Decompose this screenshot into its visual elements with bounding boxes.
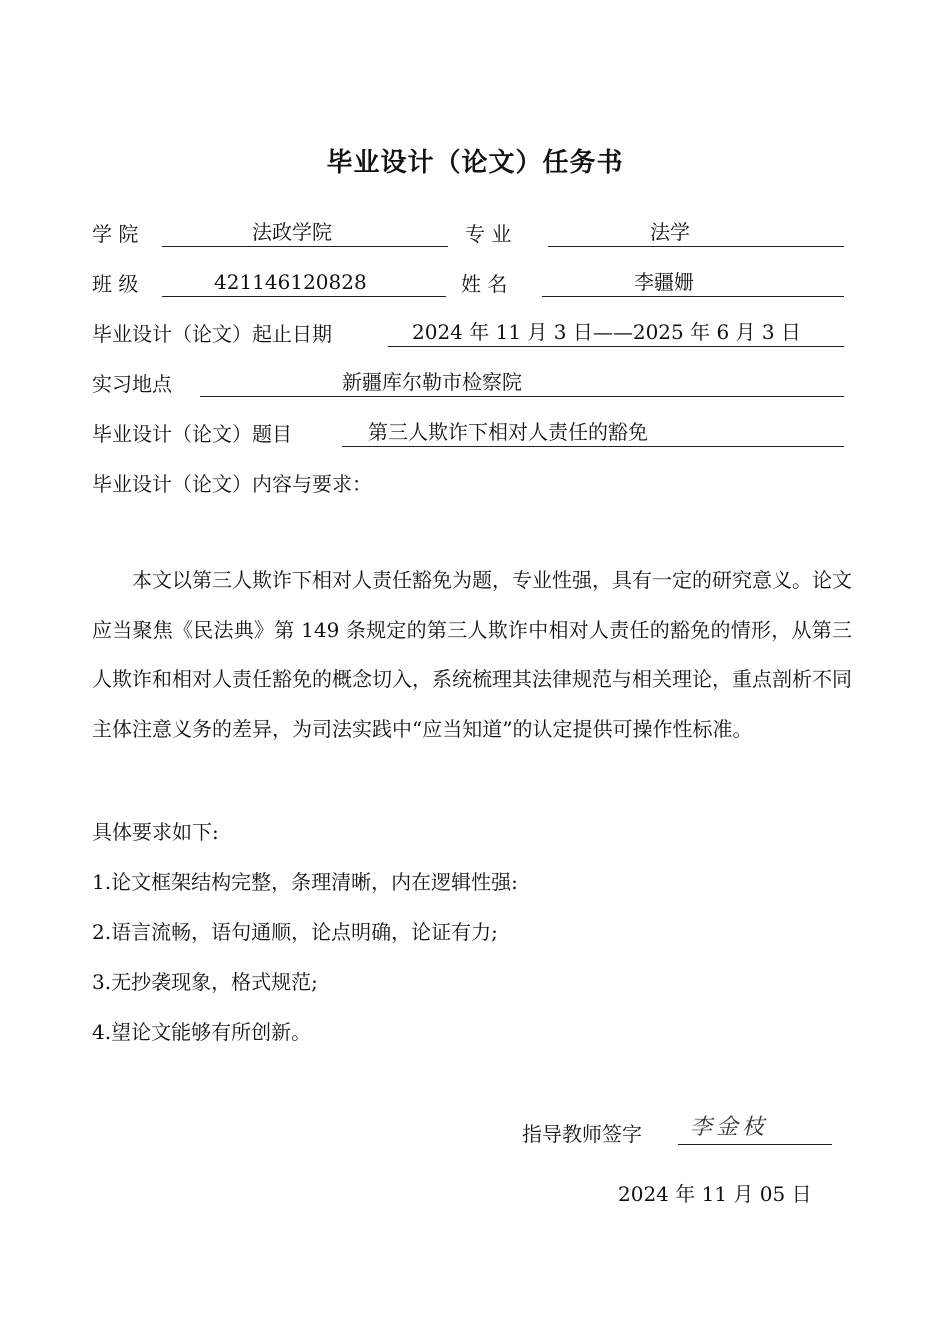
page-title: 毕业设计（论文）任务书 (326, 148, 624, 178)
internship-value: 新疆库尔勒市检察院 (342, 370, 522, 394)
topic-label: 毕业设计（论文）题目 (92, 422, 292, 446)
topic-value: 第三人欺诈下相对人责任的豁免 (368, 420, 648, 444)
requirement-item: 1.论文框架结构完整，条理清晰，内在逻辑性强: (92, 870, 518, 894)
signature-label: 指导教师签字 (522, 1122, 642, 1146)
signature-date: 2024 年 11 月 05 日 (618, 1182, 812, 1206)
major-field (548, 218, 844, 247)
content-label: 毕业设计（论文）内容与要求： (92, 472, 372, 496)
major-value: 法学 (650, 220, 690, 244)
signature-line (678, 1114, 832, 1145)
internship-label: 实习地点 (92, 372, 172, 396)
requirement-item: 2.语言流畅，语句通顺，论点明确，论证有力; (92, 920, 498, 944)
name-value: 李疆姗 (634, 270, 694, 294)
body-paragraph: 本文以第三人欺诈下相对人责任豁免为题，专业性强，具有一定的研究意义。论文应当聚焦《民法典》第 149 条规定的第三人欺诈中相对人责任的豁免的情形，从第三人欺诈和相对人责任豁免的概念切入，系统梳理其法律规范与相关理论，重点剖析不同主体注意义务的差异，为司法实践中“应当知道”的认定提供可操作性标准。 (92, 568, 852, 741)
name-label: 姓 名 (461, 272, 508, 296)
class-value: 421146120828 (214, 270, 367, 294)
requirement-item: 4.望论文能够有所创新。 (92, 1020, 312, 1044)
college-field (162, 218, 448, 247)
class-field (162, 268, 446, 297)
topic-field (342, 418, 844, 447)
name-field (542, 268, 844, 297)
internship-field (200, 368, 844, 397)
college-value: 法政学院 (252, 220, 332, 244)
requirements-heading: 具体要求如下: (92, 820, 219, 844)
major-label: 专 业 (465, 222, 512, 246)
college-label: 学 院 (92, 222, 139, 246)
dates-field (388, 318, 844, 347)
dates-value: 2024 年 11 月 3 日——2025 年 6 月 3 日 (412, 320, 801, 344)
requirement-item: 3.无抄袭现象，格式规范; (92, 970, 318, 994)
class-label: 班 级 (92, 272, 139, 296)
handwritten-signature: 李金枝 (690, 1115, 769, 1140)
dates-label: 毕业设计（论文）起止日期 (92, 322, 332, 346)
